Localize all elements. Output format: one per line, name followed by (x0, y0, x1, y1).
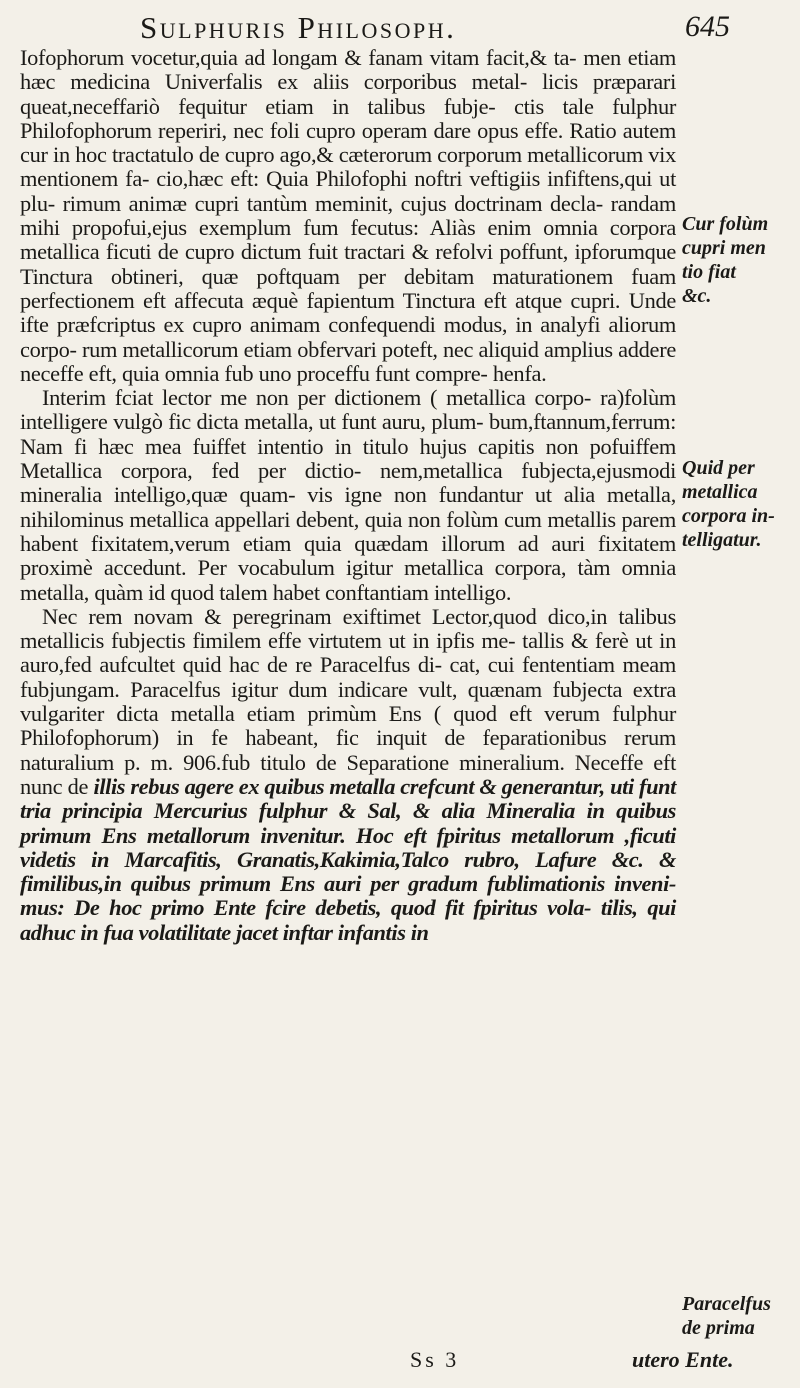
text-line: Mineralia in quibus primum Ens metallorum invenitur. (20, 798, 676, 848)
text-line: ago,& cæterorum corporum metallicorum vix mentionem fa- (20, 142, 676, 192)
text-line: tilis, qui adhuc in fua volatilitate jacet inftar infantis in (20, 895, 676, 945)
text-line: rimum animæ cupri tantùm meminit, cujus doctrinam decla- (62, 190, 611, 216)
body-text (20, 46, 676, 945)
margin-note: telligatur. (682, 529, 762, 551)
text-line: dare opus effe. Ratio autem cur in hoc tractatulo de cupro (20, 117, 676, 168)
text-line: 906.fub titulo de Separatione mineralium. Neceffe eft nunc de (20, 749, 676, 799)
text-line: proximè accedunt. Per vocabulum igitur metallica corpora, (20, 555, 578, 581)
text-line: fixitatem,verum etiam quia quædam illorum ad auri fixitatem (90, 530, 676, 556)
margin-note: Cur folùm (682, 213, 769, 235)
margin-note: corpora in- (682, 505, 775, 527)
text-line: quibus primum Ens auri per gradum fublimationis inveni- (130, 871, 676, 897)
text-line: ra)folùm intelligere vulgò fic dicta metalla, ut funt auru, plum- (20, 385, 676, 435)
text-line: fe habeant, fic inquit de feparationibus rerum naturalium p. m. (20, 725, 677, 775)
text-line: fapientum Tinctura eft atque cupri. Unde ifte præfcriptus ex (20, 287, 676, 338)
text-line: etiam primùm Ens ( quod eft verum fulphur Philofophorum) in (20, 701, 676, 751)
text-line: refolvi poffunt, ipforumque Tinctura obtineri, quæ poftquam (20, 239, 676, 289)
text-line: rum metallicorum etiam obfervari poteft, nec aliquid amplius (82, 336, 619, 362)
text-line: appellari debent, quia non folùm cum metallis parem habent (20, 506, 676, 556)
text-line: randam mihi propofui,ejus exemplum fum fecutus: Aliàs enim (20, 190, 676, 241)
margin-note: de prima (682, 1317, 755, 1339)
text-line: Interim fciat lector me non per dictionem ( metallica corpo- (42, 385, 601, 411)
text-line: omnia corpora metallica ficuti de cupro dictum fuit tractari & (20, 215, 676, 265)
paragraph-1 (20, 46, 676, 386)
text-line: indicare vult, quænam fubjecta extra vulgariter dicta metalla (20, 676, 676, 727)
text-line: Hoc eft fpiritus metallorum ,ficuti videtis in Marcafitis, (20, 822, 676, 872)
text-line: bum,ftannum,ferrum: Nam fi hæc mea fuiffet intentio in titulo (20, 409, 676, 459)
text-line: licis præparari queat,neceffariò fequitur etiam in talibus fubje- (20, 69, 677, 119)
text-line: cio,hæc eft: Quia Philofophi noftri veftigiis infiftens,qui ut plu- (20, 166, 676, 216)
catchword: utero Ente. (632, 1347, 734, 1372)
signature-mark: Ss 3 (410, 1347, 460, 1372)
running-head: Sulphuris Philosoph. (140, 10, 457, 45)
margin-note: Quid per (682, 457, 755, 479)
text-line: cat, cui fententiam meam fubjungam. Paracelfus igitur dum (20, 652, 677, 702)
paragraph-3 (20, 605, 676, 945)
text-line: henfa. (492, 360, 547, 386)
margin-note: Paracelfus (682, 1293, 771, 1315)
text-line: tallis & ferè ut in auro,fed aufcultet quid hac de re Paracelfus di- (20, 628, 676, 678)
page-header (60, 10, 740, 50)
paragraph-2 (20, 386, 676, 605)
margin-note: cupri men (682, 237, 766, 259)
margin-note: tio fiat (682, 261, 736, 283)
page-footer (0, 1347, 800, 1377)
text-line: uti funt tria principia Mercurius fulphur & Sal, & alia (20, 773, 676, 824)
text-line: per debitam maturationem fuam perfectionem eft affecuta æquè (20, 263, 676, 313)
text-line: nem,metallica fubjecta,ejusmodi mineralia intelligo,quæ quam- (20, 458, 677, 508)
text-line: intelligo. (433, 579, 512, 605)
text-line: illis rebus agere ex quibus metalla crefcunt & generantur, (93, 773, 611, 799)
page-number: 645 (685, 10, 730, 43)
text-line: Iofophorum vocetur,quia ad longam & fanam vitam facit,& ta- (20, 45, 584, 70)
text-line: ctis tale fulphur Philofophorum reperiri, nec foli cupro operam (20, 93, 676, 143)
text-line: men etiam hæc medicina Univerfalis ex aliis corporibus metal- (20, 45, 676, 95)
text-line: tàm omnia metalla, quàm id quod talem habet conftantiam (20, 555, 676, 605)
quotation (20, 774, 676, 945)
margin-note: &c. (682, 285, 712, 307)
text-line: cupro animam confequendi modus, in analyfi aliorum corpo- (20, 312, 676, 362)
text-line: vis igne non fundantur ut alia metalla, nihilominus metallica (20, 482, 676, 532)
text-line: mus: De hoc primo Ente fcire debetis, quod fit fpiritus vola- (20, 895, 601, 921)
text-line: Nec rem novam & peregrinam exiftimet Lector,quod dico,in (42, 603, 619, 629)
text-line: Granatis,Kakimia,Talco rubro, Lafure &c. & fimilibus,in (20, 846, 676, 897)
text-line: addere neceffe eft, quia omnia fub uno proceffu funt compre- (20, 336, 676, 386)
text-line: talibus metallicis fubjectis fimilem effe virtutem ut in ipfis me- (20, 603, 676, 654)
text-line: hujus capitis non pofuiffem Metallica corpora, fed per dictio- (20, 433, 676, 484)
margin-note: metallica (682, 481, 758, 503)
